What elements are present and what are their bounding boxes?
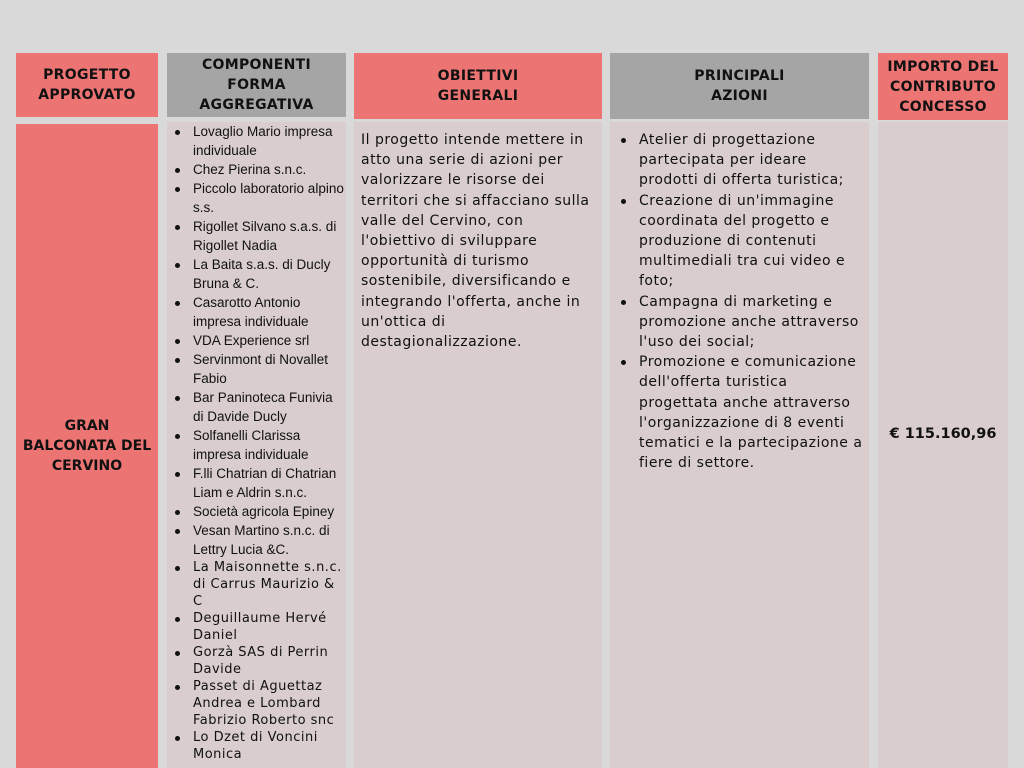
azioni-list: [619, 130, 863, 473]
componente-item: Deguillaume Hervé Daniel: [167, 610, 344, 644]
header-azioni-label: PRINCIPALI AZIONI: [694, 68, 785, 104]
header-componenti: [167, 53, 346, 117]
cell-componenti: [167, 122, 346, 768]
header-importo-label: IMPORTO DEL CONTRIBUTO CONCESSO: [887, 58, 999, 115]
componente-item: Casarotto Antonio impresa individuale: [167, 293, 344, 331]
componente-item: F.lli Chatrian di Chatrian Liam e Aldrin s.n.c.: [167, 464, 344, 502]
azione-item: Campagna di marketing e promozione anche attraverso l'uso dei social;: [619, 292, 863, 353]
obiettivi-text: Il progetto intende mettere in atto una serie di azioni per valorizzare le risorse dei territori che si affacciano sulla valle del Cervino, con l'obiettivo di sviluppare opportunità di turismo sostenibile, diversificando e integrando l'offerta, anche in un'ottica di destagionalizzazione.: [361, 132, 590, 351]
componente-item: La Maisonnette s.n.c. di Carrus Maurizio & C: [167, 559, 344, 610]
azione-item: Atelier di progettazione partecipata per ideare prodotti di offerta turistica;: [619, 130, 863, 191]
header-componenti-label: COMPONENTI FORMA AGGREGATIVA: [199, 57, 314, 113]
azione-item: Promozione e comunicazione dell'offerta turistica progettata anche attraverso l'organizzazione di 8 eventi tematici e la partecipazione a fiere di settore.: [619, 352, 863, 473]
contributo-amount: € 115.160,96: [889, 426, 997, 442]
componente-item: Gorzà SAS di Perrin Davide: [167, 644, 344, 678]
header-importo: [878, 53, 1008, 120]
header-progetto-approvato: [16, 53, 158, 117]
azione-item: Creazione di un'immagine coordinata del progetto e produzione di contenuti multimediali tra cui video e foto;: [619, 191, 863, 292]
componente-item: La Baita s.a.s. di Ducly Bruna & C.: [167, 255, 344, 293]
componente-item: Lovaglio Mario impresa individuale: [167, 122, 344, 160]
header-obiettivi: [354, 53, 602, 119]
componente-item: Lo Dzet di Voncini Monica: [167, 729, 344, 763]
componente-item: Società agricola Epiney: [167, 502, 344, 521]
componente-item: Vesan Martino s.n.c. di Lettry Lucia &C.: [167, 521, 344, 559]
componente-item: Passet di Aguettaz Andrea e Lombard Fabrizio Roberto snc: [167, 678, 344, 729]
componente-item: Rigollet Silvano s.a.s. di Rigollet Nadia: [167, 217, 344, 255]
header-progetto-label: PROGETTO APPROVATO: [38, 67, 136, 103]
cell-obiettivi: [354, 122, 602, 768]
componenti-list: [167, 122, 344, 763]
componente-item: VDA Experience srl: [167, 331, 344, 350]
componente-item: Solfanelli Clarissa impresa individuale: [167, 426, 344, 464]
componente-item: Piccolo laboratorio alpino s.s.: [167, 179, 344, 217]
header-obiettivi-label: OBIETTIVI GENERALI: [437, 68, 519, 104]
componente-item: Bar Paninoteca Funivia di Davide Ducly: [167, 388, 344, 426]
componente-item: Chez Pierina s.n.c.: [167, 160, 344, 179]
project-name: GRAN BALCONATA DEL CERVINO: [22, 418, 152, 474]
componente-item: Servinmont di Novallet Fabio: [167, 350, 344, 388]
cell-azioni: [610, 122, 869, 768]
header-azioni: [610, 53, 869, 119]
